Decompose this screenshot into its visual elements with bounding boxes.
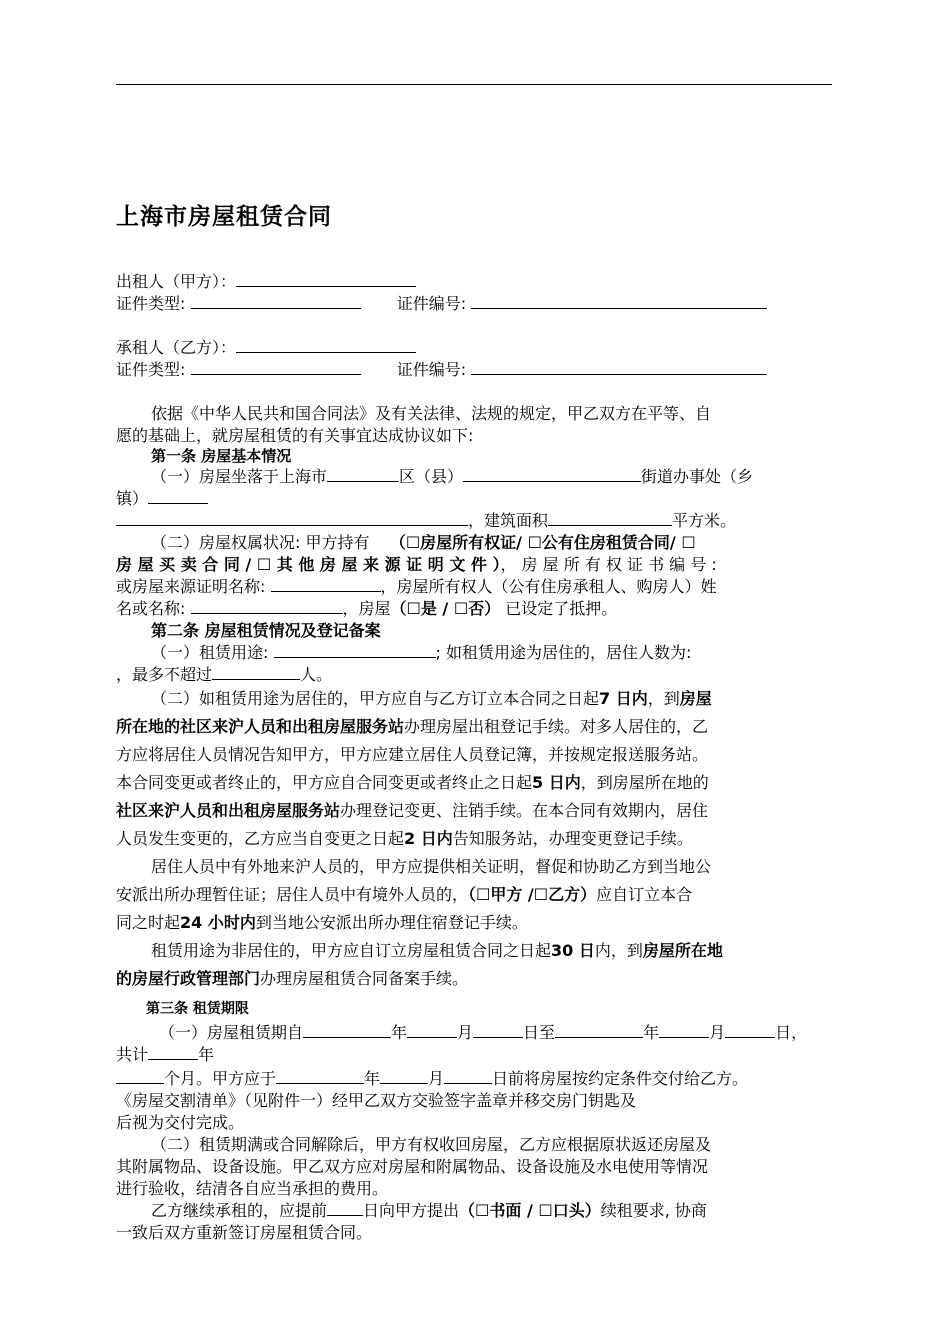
art3-p2-line2: 其附属物品、设备设施。甲乙双方应对房屋和附属物品、设备设施及水电使用等情况	[116, 1157, 709, 1176]
max-residents-blank[interactable]	[212, 665, 300, 680]
art2-p3-line3: 同之时起24 小时内到当地公安派出所办理住宿登记手续。	[116, 913, 528, 932]
art1-p1-line3: ，建筑面积 平方米。	[116, 511, 736, 531]
art3-p1-line4: 《房屋交割清单》（见附件一）经甲乙双方交验签字盖章并移交房门钥匙及	[116, 1091, 637, 1110]
art2-p2-line6: 人员发生变更的，乙方应当自变更之日起2 日内告知服务站，办理变更登记手续。	[116, 829, 693, 848]
art1-p1-line1: （一）房屋坐落于上海市 区（县） 街道办事处（乡	[151, 467, 754, 486]
art3-p3-line1: 乙方继续承租的，应提前 日向甲方提出（☐书面 / ☐口头）续租要求, 协商	[151, 1201, 707, 1220]
lessor-id-line: 证件类型: 证件编号:	[116, 294, 767, 314]
end-year-blank[interactable]	[555, 1023, 643, 1038]
ownership-doc-checkboxes[interactable]: （☐房屋所有权证/ ☐公有住房租赁合同/ ☐	[389, 533, 696, 552]
art1-p2-line1: （二）房屋权属状况: 甲方持有 （☐房屋所有权证/ ☐公有住房租赁合同/ ☐	[151, 533, 696, 552]
header-rule	[116, 84, 832, 85]
lessee-id-type-blank[interactable]	[191, 360, 361, 375]
end-day-blank[interactable]	[725, 1023, 775, 1038]
end-month-blank[interactable]	[659, 1023, 709, 1038]
article-2-heading: 第二条 房屋租赁情况及登记备案	[151, 621, 381, 640]
art3-p1-line5: 后视为交付完成。	[116, 1113, 245, 1132]
art2-p1-line2: ，最多不超过 人。	[116, 665, 333, 684]
art3-p1-line1: （一）房屋租赁期自 年 月 日至 年 月 日，	[159, 1023, 808, 1042]
article-1-heading: 第一条 房屋基本情况	[151, 447, 292, 465]
art3-p3-line2: 一致后双方重新签订房屋租赁合同。	[116, 1223, 373, 1242]
art1-p1-line2: 镇）	[116, 489, 208, 509]
start-month-blank[interactable]	[407, 1023, 457, 1038]
delivery-month-blank[interactable]	[380, 1069, 428, 1084]
art1-p2-line4: 名或名称: ，房屋（☐是 / ☐否） 已设定了抵押。	[116, 599, 618, 618]
art2-p2-line1: （二）如租赁用途为居住的，甲方应自与乙方订立本合同之日起7 日内，到房屋	[151, 689, 712, 708]
art3-p1-line2: 共计 年	[116, 1045, 215, 1064]
street-blank[interactable]	[463, 467, 641, 482]
lessee-line: 承租人（乙方）：	[116, 338, 416, 358]
start-year-blank[interactable]	[303, 1023, 391, 1038]
art2-p4-line1: 租赁用途为非居住的，甲方应自订立房屋租赁合同之日起30 日内，到房屋所在地	[151, 941, 723, 960]
lessee-id-no-blank[interactable]	[471, 360, 767, 375]
art2-p2-line3: 方应将居住人员情况告知甲方，甲方应建立居住人员登记簿，并按规定报送服务站。	[116, 745, 709, 764]
art3-p1-line3: 个月。甲方应于 年 月 日前将房屋按约定条件交付给乙方。	[116, 1069, 748, 1089]
art2-p2-line5: 社区来沪人员和出租房屋服务站办理登记变更、注销手续。在本合同有效期内，居住	[116, 801, 709, 820]
lessee-id-line: 证件类型: 证件编号:	[116, 360, 767, 380]
article-3-heading: 第三条 租赁期限	[146, 1001, 249, 1017]
art2-p3-line2: 安派出所办理暂住证；居住人员中有境外人员的，（☐甲方 /☐乙方）应自订立本合	[116, 885, 693, 904]
renewal-days-blank[interactable]	[327, 1201, 363, 1216]
owner-name-blank[interactable]	[191, 599, 343, 614]
art3-p2-line1: （二）租赁期满或合同解除后，甲方有权收回房屋，乙方应根据原状返还房屋及	[151, 1135, 712, 1154]
document-title: 上海市房屋租赁合同	[116, 204, 332, 230]
lessor-id-type-blank[interactable]	[191, 294, 361, 309]
lessor-line: 出租人（甲方）：	[116, 272, 416, 292]
art1-p2-line2: 房 屋 买 卖 合 同 / ☐ 其 他 房 屋 来 源 证 明 文 件 ）， 房 屋 所 有 权 证 书 编 号 :	[116, 555, 717, 574]
lessor-id-no-blank[interactable]	[471, 294, 767, 309]
term-years-blank[interactable]	[148, 1045, 198, 1060]
renewal-form-checkboxes[interactable]: （☐书面 / ☐口头）	[459, 1201, 601, 1220]
start-day-blank[interactable]	[473, 1023, 523, 1038]
preamble-line-1: 依据《中华人民共和国合同法》及有关法律、法规的规定，甲乙双方在平等、自	[151, 404, 712, 423]
art2-p2-line2: 所在地的社区来沪人员和出租房屋服务站办理房屋出租登记手续。对多人居住的，乙	[116, 717, 709, 736]
registration-party-checkboxes[interactable]: （☐甲方 /☐乙方）	[468, 885, 597, 904]
district-blank[interactable]	[327, 467, 399, 482]
art1-p2-line3: 或房屋来源证明名称: ，房屋所有权人（公有住房承租人、购房人）姓	[116, 577, 717, 596]
term-months-blank[interactable]	[116, 1069, 164, 1084]
art2-p2-line4: 本合同变更或者终止的，甲方应自合同变更或者终止之日起5 日内，到房屋所在地的	[116, 773, 709, 792]
delivery-year-blank[interactable]	[276, 1069, 364, 1084]
source-doc-blank[interactable]	[271, 577, 381, 592]
delivery-day-blank[interactable]	[444, 1069, 492, 1084]
mortgage-checkboxes[interactable]: （☐是 / ☐否）	[390, 599, 501, 618]
town-blank[interactable]	[148, 489, 208, 504]
art2-p1-line1: （一）租赁用途: ; 如租赁用途为居住的，居住人数为:	[151, 643, 692, 662]
area-blank[interactable]	[548, 511, 672, 526]
preamble-line-2: 愿的基础上，就房屋租赁的有关事宜达成协议如下:	[116, 426, 474, 445]
lessor-blank[interactable]	[236, 272, 416, 287]
art3-p2-line3: 进行验收，结清各自应当承担的费用。	[116, 1179, 389, 1198]
art2-p4-line2: 的房屋行政管理部门办理房屋租赁合同备案手续。	[116, 969, 469, 988]
use-blank[interactable]	[274, 643, 436, 658]
art2-p3-line1: 居住人员中有外地来沪人员的，甲方应提供相关证明，督促和协助乙方到当地公	[151, 857, 712, 876]
lessee-blank[interactable]	[236, 338, 416, 353]
address-blank[interactable]	[116, 511, 468, 526]
